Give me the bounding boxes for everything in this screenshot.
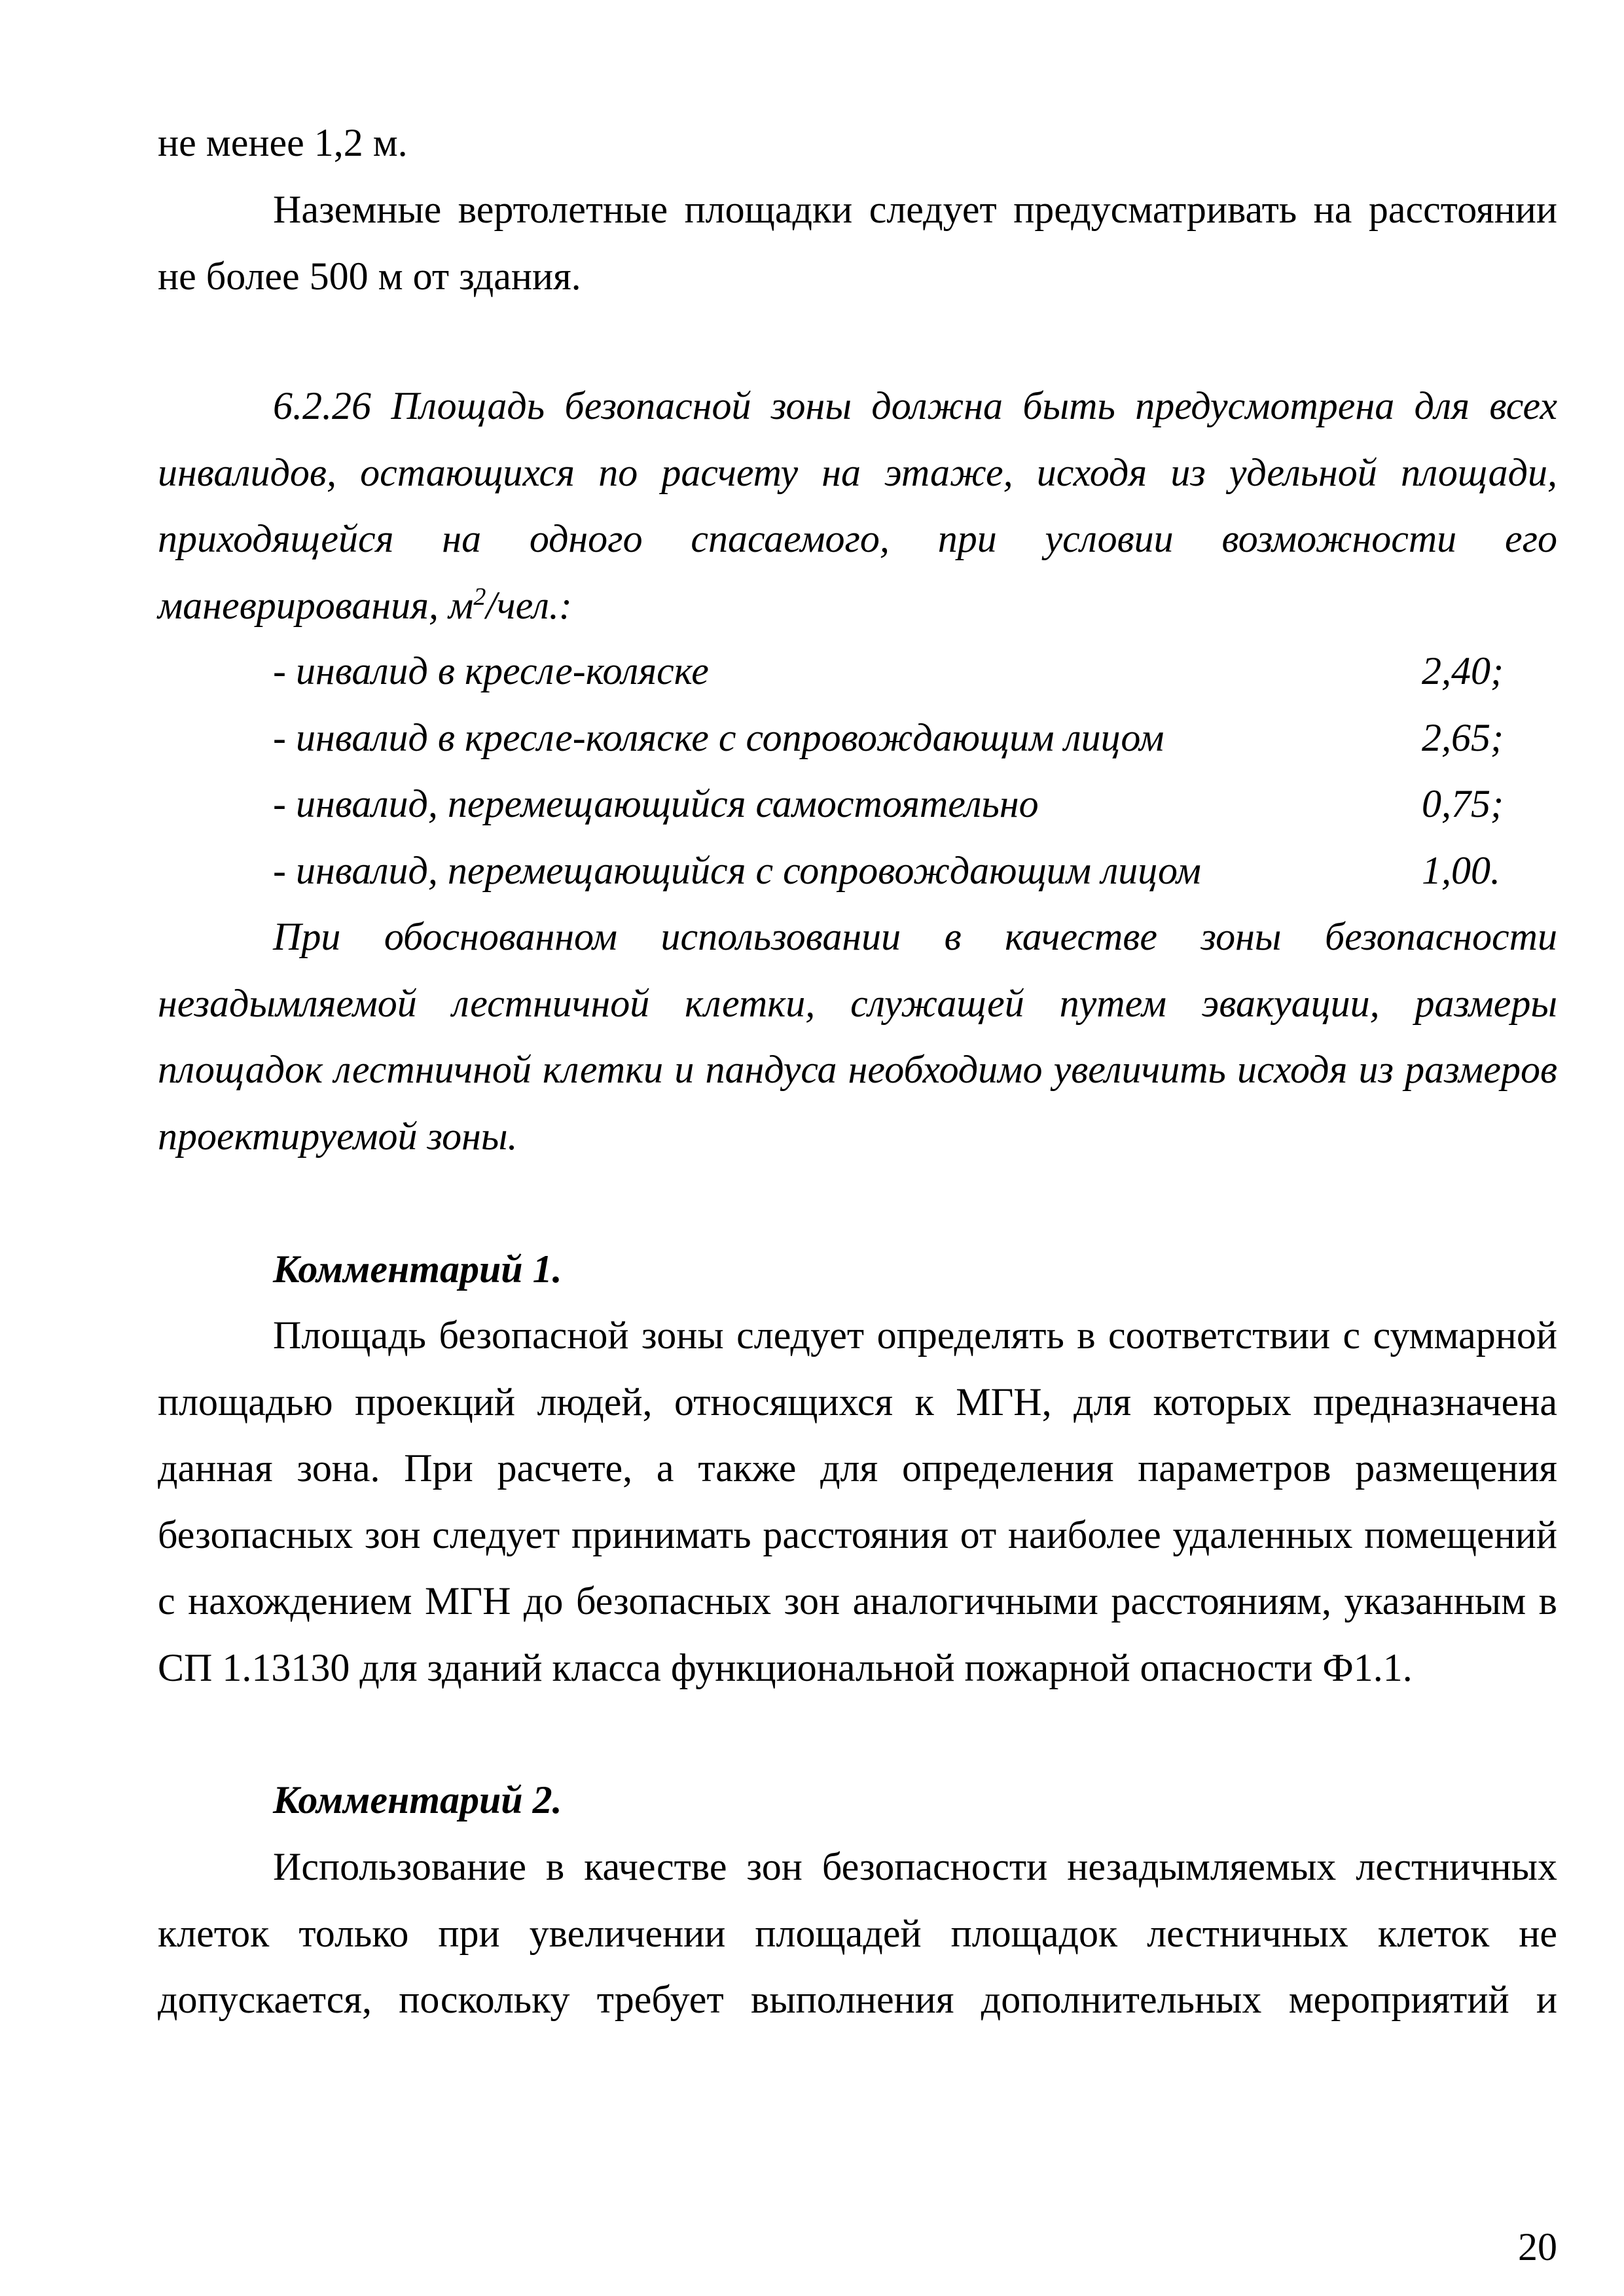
comment-2-heading: Комментарий 2. <box>273 1778 562 1821</box>
list-item-value: 1,00. <box>1422 848 1500 892</box>
paragraph-continuation: не менее 1,2 м. <box>158 121 408 164</box>
paragraph-6-2-26 <box>158 373 1557 639</box>
list-item <box>158 838 1557 905</box>
paragraph-helipads: Наземные вертолетные площадки следует предусматривать на расстоянии не более 500 м от здания. <box>158 188 1557 298</box>
list-item-label: - инвалид в кресле-коляске <box>273 649 709 692</box>
comment-1-heading: Комментарий 1. <box>273 1247 562 1291</box>
comment-2-text: Использование в качестве зон безопасности незадымляемых лестничных клеток только при увеличении площадей площадок лестничных клеток не допускается, поскольку требует выполнения дополнительных мероприятий и <box>158 1845 1557 2021</box>
list-item <box>158 705 1557 772</box>
list-item-label: - инвалид, перемещающийся с сопровождающим лицом <box>273 848 1201 892</box>
list-item-value: 2,65; <box>1422 715 1504 759</box>
page-number: 20 <box>1518 2225 1557 2269</box>
list-item <box>158 638 1557 705</box>
comment-1-text: Площадь безопасной зоны следует определять в соответствии с суммарной площадью проекций людей, относящихся к МГН, для которых предназначена данная зона. При расчете, а также для определения параметров размещения безопасных зон следует принимать расстояния от наиболее удаленных помещений с нахождением МГН до безопасных зон аналогичными расстояниям, указанным в СП 1.13130 для зданий класса функциональной пожарной опасности Ф1.1. <box>158 1314 1557 1689</box>
list-item-label: - инвалид в кресле-коляске с сопровождающим лицом <box>273 715 1164 759</box>
list-item-value: 0,75; <box>1422 782 1504 825</box>
unit-tail: /чел.: <box>486 583 572 627</box>
clause-text: 6.2.26 Площадь безопасной зоны должна быть предусмотрена для всех инвалидов, остающихся по расчету на этаже, исходя из удельной площади, приходящейся на одного спасаемого, при условии возможности его маневрирования, м <box>158 384 1557 627</box>
list-item <box>158 771 1557 838</box>
area-norms-list <box>158 638 1557 904</box>
superscript: 2 <box>473 583 486 611</box>
list-item-value: 2,40; <box>1422 649 1504 692</box>
list-item-label: - инвалид, перемещающийся самостоятельно <box>273 782 1039 825</box>
paragraph-staircase-zone: При обоснованном использовании в качестве зоны безопасности незадымляемой лестничной клетки, служащей путем эвакуации, размеры площадок лестничной клетки и пандуса необходимо увеличить исходя из размеров проектируемой зоны. <box>158 915 1557 1158</box>
